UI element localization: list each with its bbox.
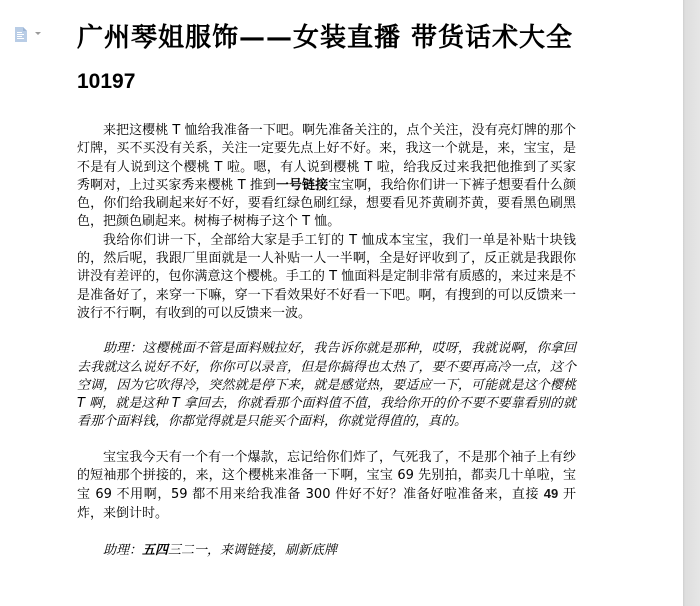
paragraph-text: 助理： — [103, 542, 143, 558]
paragraph-1 — [77, 122, 576, 232]
bold-text: 五四 — [142, 542, 169, 558]
chevron-down-icon[interactable] — [35, 32, 41, 35]
document-icon[interactable] — [15, 27, 27, 42]
paragraph-text: 开炸，来倒计时。 — [77, 487, 576, 521]
paragraph-text: 助理：这樱桃面不管是面料贼拉好，我告诉你就是那种，哎呀，我就说啊，你拿回去我就这么说好不好，你你可以录音，但是你搞得也太热了，要不要再高冷一点，这个空调，因为它吹得冷，突然就是停下来，就是感觉热，要适应一下，可能就是这个樱桃 T 啊，就是这种 T 拿回去，你就看那个面料值不值，我给你开的价不要不要靠看别的就看那个面料钱，你都觉得就是只能买个面料，你就觉得值的，真的。 — [77, 341, 576, 430]
paragraph-spacer — [77, 323, 576, 340]
bold-text: 49 — [543, 486, 559, 502]
assistant-paragraph-1 — [77, 340, 576, 431]
paragraph-text: 三二一，来调链接，刷新底牌 — [168, 542, 338, 558]
bold-text: 一号链接 — [275, 177, 329, 193]
page-edge-strip — [683, 0, 700, 606]
paragraph-text: 来把这樱桃 T 恤给我准备一下吧。啊先准备关注的，点个关注，没有亮灯牌的那个灯牌，买不买没有关系，关注一定要先点上好不好。来，我这一个就是，来，宝宝，是不是有人说到这个樱桃 T 啦。嗯，有人说到樱桃 T 啦，给我反过来我把他推到了买家秀啊对，上过买家秀来樱桃 T 推到 — [77, 123, 576, 193]
paragraph-text: 我给你们讲一下，全部给大家是手工钉的 T 恤成本宝宝，我们一单是补贴十块钱的，然后呢，我跟厂里面就是一人补贴一人一半啊，全是好评收到了，反正就是我跟你讲没有差评的，包你满意这个樱桃。手工的 T 恤面料是定制非常有质感的，来过来是不是准备好了，来穿一下嘛，穿一下看效果好不好看一下吧。啊，有搜到的可以反馈来一波行不行啊，有收到的可以反馈来一波。 — [77, 232, 576, 321]
paragraph-3 — [77, 449, 576, 523]
paragraph-text: 宝宝我今天有一个有一个爆款，忘记给你们炸了，气死我了，不是那个袖子上有纱的短袖那个拼接的，来，这个樱桃来准备一下啊，宝宝 69 先别拍，都卖几十单啦，宝宝 69 不用啊，59 都不用来给我准备 300 件好不好？准备好啦准备来，直接 — [77, 449, 576, 503]
paragraph-text: 宝宝啊，我给你们讲一下裤子想要看什么颜色，你们给我刷起来好不好，要看红绿色刷红绿，想要看见芥黄刷芥黄，要看黑色刷黑色，把颜色刷起来。树梅子树梅子这个 T 恤。 — [77, 177, 576, 230]
assistant-paragraph-2 — [77, 542, 576, 560]
document-body — [77, 122, 576, 560]
document-title: 广州琴姐服饰——女装直播 带货话术大全 — [77, 23, 574, 53]
paragraph-spacer — [77, 432, 576, 449]
document-subtitle: 10197 — [77, 70, 136, 93]
paragraph-spacer — [77, 523, 576, 542]
paragraph-2 — [77, 232, 576, 323]
